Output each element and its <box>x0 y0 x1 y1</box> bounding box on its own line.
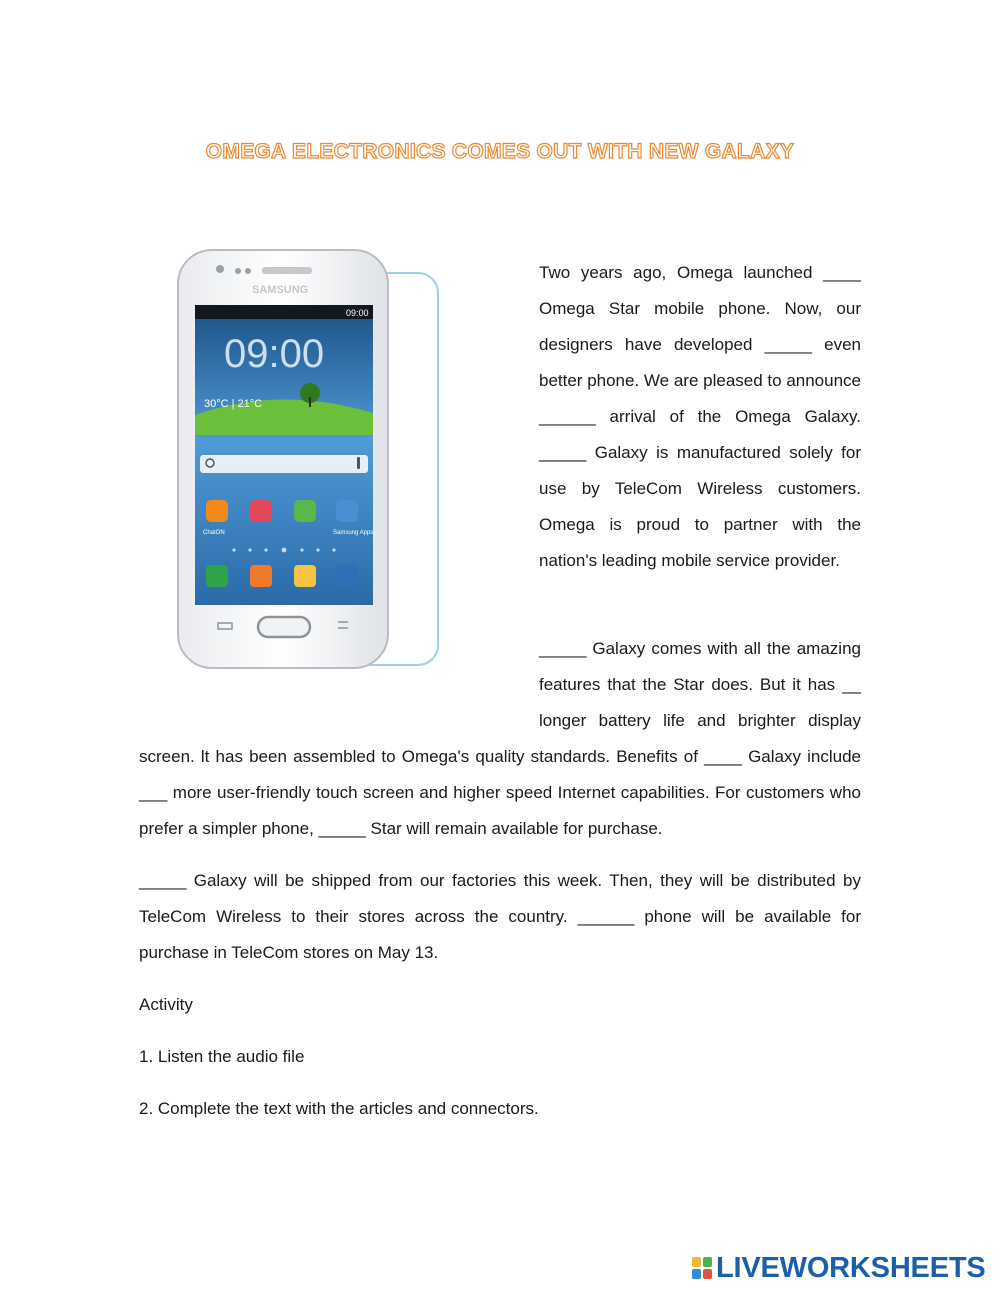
activity-item: 2. Complete the text with the articles and connectors. <box>139 1099 539 1118</box>
paragraph-1: Two years ago, Omega launched ____ Omega Star mobile phone. Now, our designers have developed _____ even better phone. We are pleased to announce ______ arrival of the Omega Galaxy. _____ Galaxy is manufactured solely for use by TeleCom Wireless customers. Omega is proud to partner with the nation's leading mobile service provider. <box>539 263 861 570</box>
app-icon <box>250 500 272 522</box>
paragraph-2-continued: screen. lt has been assembled to Omega's quality standards. Benefits of ____ Galaxy include ___ more user-friendly touch screen and higher speed Internet capabilities. For customers who prefer a simpler phone, _____ Star will remain available for purchase. <box>139 747 861 838</box>
earpiece <box>262 267 312 274</box>
paragraph-2-line: features that the Star does. But it has __ <box>539 675 861 694</box>
status-time: 09:00 <box>346 308 369 318</box>
app-icon <box>294 500 316 522</box>
paragraph-3: _____ Galaxy will be shipped from our factories this week. Then, they will be distributed by TeleCom Wireless to their stores across the country. ______ phone will be available for purchase in TeleCom stores on May 13. <box>139 871 861 962</box>
activity-heading: Activity <box>139 995 193 1014</box>
liveworksheets-logo <box>692 1250 986 1286</box>
sensor-icon <box>245 268 251 274</box>
document-title: OMEGA ELECTRONICS COMES OUT WITH NEW GALAXY <box>205 140 795 163</box>
activity-item: 1. Listen the audio file <box>139 1047 305 1066</box>
logo-text: LIVEWORKSHEETS <box>716 1251 986 1284</box>
paragraph-2-line: longer battery life and brighter display <box>539 711 861 730</box>
app-label: ChatON <box>203 530 225 536</box>
liveworksheets-mark-icon <box>692 1257 712 1279</box>
contacts-icon <box>250 565 272 587</box>
apps-grid-icon <box>336 565 358 587</box>
chaton-app-icon <box>206 500 228 522</box>
brand-logo: SAMSUNG <box>252 284 309 296</box>
mic-icon <box>357 457 360 469</box>
phone-icon <box>206 565 228 587</box>
paragraph-2-column <box>539 631 861 739</box>
samsung-apps-icon <box>336 500 358 522</box>
search-bar <box>200 455 368 473</box>
app-label: Samsung Apps <box>333 530 374 536</box>
clock-widget: 09:00 <box>224 332 325 376</box>
weather-widget: 30°C | 21°C <box>204 398 263 410</box>
home-button <box>258 617 310 637</box>
sensor-icon <box>235 268 241 274</box>
phone-image <box>170 245 460 675</box>
messages-icon <box>294 565 316 587</box>
front-camera-icon <box>216 265 224 273</box>
paragraph-2-line: _____ Galaxy comes with all the amazing <box>539 639 861 658</box>
